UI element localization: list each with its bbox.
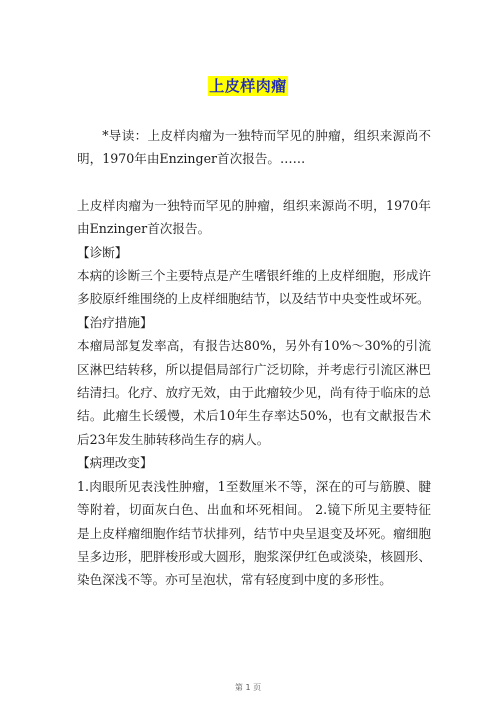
body-paragraph-treatment: 本瘤局部复发率高，有报告达80%，另外有10%～30%的引流区淋巴结转移，所以提倡局部行广泛切除，并考虑行引流区淋巴结清扫。化疗、放疗无效，由于此瘤较少见，尚有待于临床的总结。此瘤生长缓慢，术后10年生存率达50%，也有文献报告术后23年发生肺转移尚生存的病人。 [77, 338, 431, 447]
page-number-footer: 第 1 页 [234, 683, 262, 692]
body-paragraph-diagnosis: 本病的诊断三个主要特点是产生嗜银纤维的上皮样细胞，形成许多胶原纤维围绕的上皮样细胞结节，以及结节中央变性或坏死。 [77, 268, 431, 307]
section-heading-pathology: 【病理改变】 [77, 455, 153, 471]
intro-paragraph: *导读：上皮样肉瘤为一独特而罕见的肿瘤，组织来源尚不明，1970年由Enzinger首次报告。…… [77, 128, 431, 167]
title-wrapper [0, 76, 496, 96]
body-paragraph-intro: 上皮样肉瘤为一独特而罕见的肿瘤，组织来源尚不明，1970年由Enzinger首次报告。 [77, 197, 431, 237]
document-body [77, 124, 431, 592]
section-heading-diagnosis: 【诊断】 [77, 244, 128, 260]
document-title: 上皮样肉瘤 [209, 77, 287, 95]
section-heading-treatment: 【治疗措施】 [77, 314, 153, 330]
body-paragraph-pathology: 1.肉眼所见表浅性肿瘤，1至数厘米不等，深在的可与筋膜、腱等附着，切面灰白色、出血和坏死相间。 2.镜下所见主要特征是上皮样瘤细胞作结节状排列，结节中央呈退变及坏死。瘤细胞呈多边形，肥胖梭形或大圆形，胞浆深伊红色或淡染，核圆形、染色深浅不等。亦可呈泡状，常有轻度到中度的多形性。 [77, 478, 431, 588]
